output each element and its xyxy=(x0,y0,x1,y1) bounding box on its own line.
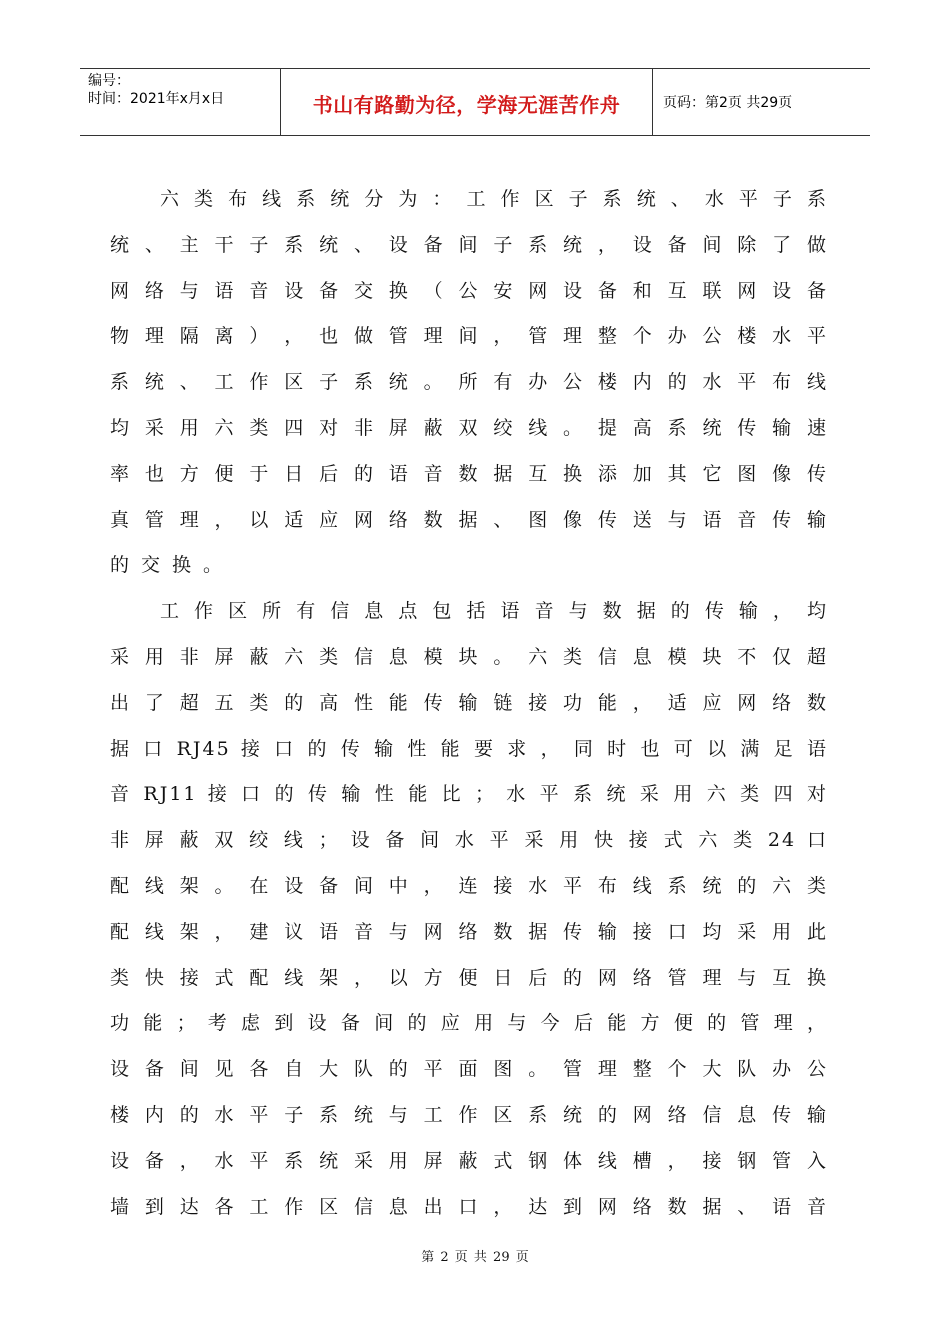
text-line: 功 能 ； 考 虑 到 设 备 间 的 应 用 与 今 后 能 方 便 的 管 理 ， xyxy=(110,1012,828,1035)
text-line: 系 统 、 工 作 区 子 系 统 。 所 有 办 公 楼 内 的 水 平 布 线 xyxy=(110,371,828,394)
footer-page-number: 第 2 页 共 29 页 xyxy=(421,1250,529,1265)
text-line: 楼 内 的 水 平 子 系 统 与 工 作 区 系 统 的 网 络 信 息 传 输 xyxy=(110,1103,828,1126)
text-line: 据 口 RJ45 接 口 的 传 输 性 能 要 求 ， 同 时 也 可 以 满 足 语 xyxy=(110,737,828,760)
text-line: 设 备 ， 水 平 系 统 采 用 屏 蔽 式 钢 体 线 槽 ， 接 钢 管 入 xyxy=(110,1149,828,1172)
text-line: 物 理 隔 离 ） ， 也 做 管 理 间 ， 管 理 整 个 办 公 楼 水 平 xyxy=(110,325,828,348)
text-line: 的交换。 xyxy=(110,554,235,577)
document-date: 时间：2021年x月x日 xyxy=(88,91,225,107)
text-line: 网 络 与 语 音 设 备 交 换 （ 公 安 网 设 备 和 互 联 网 设 备 xyxy=(110,279,828,302)
page-number-text: 页码：第2页 共29页 xyxy=(663,95,793,111)
text-line: 统 、 主 干 子 系 统 、 设 备 间 子 系 统 ， 设 备 间 除 了 做 xyxy=(110,233,828,256)
page-header xyxy=(80,68,870,136)
text-line: 配 线 架 ， 建 议 语 音 与 网 络 数 据 传 输 接 口 均 采 用 此 xyxy=(110,920,828,943)
text-line: 墙 到 达 各 工 作 区 信 息 出 口 ， 达 到 网 络 数 据 、 语 音 xyxy=(110,1195,828,1218)
text-line: 音 RJ11 接 口 的 传 输 性 能 比 ； 水 平 系 统 采 用 六 类 四 对 xyxy=(110,783,828,806)
page-footer xyxy=(0,1246,950,1265)
text-line: 均 采 用 六 类 四 对 非 屏 蔽 双 绞 线 。 提 高 系 统 传 输 速 xyxy=(110,416,828,439)
header-motto-cell xyxy=(281,69,653,135)
motto-text: 书山有路勤为径，学海无涯苦作舟 xyxy=(312,92,621,117)
document-number: 编号： xyxy=(88,73,130,89)
header-meta xyxy=(80,69,281,135)
text-line: 率 也 方 便 于 日 后 的 语 音 数 据 互 换 添 加 其 它 图 像 传 xyxy=(110,462,828,485)
header-page-info xyxy=(653,69,870,135)
text-line: 采 用 非 屏 蔽 六 类 信 息 模 块 。 六 类 信 息 模 块 不 仅 超 xyxy=(110,645,828,668)
text-line: 真 管 理 ， 以 适 应 网 络 数 据 、 图 像 传 送 与 语 音 传 输 xyxy=(110,508,828,531)
text-line: 出 了 超 五 类 的 高 性 能 传 输 链 接 功 能 ， 适 应 网 络 数 xyxy=(110,691,828,714)
text-line: 配 线 架 。 在 设 备 间 中 ， 连 接 水 平 布 线 系 统 的 六 类 xyxy=(110,874,828,897)
text-line: 非 屏 蔽 双 绞 线 ； 设 备 间 水 平 采 用 快 接 式 六 类 24 口 xyxy=(110,829,828,852)
text-line: 设 备 间 见 各 自 大 队 的 平 面 图 。 管 理 整 个 大 队 办 公 xyxy=(110,1058,828,1081)
document-body xyxy=(110,177,828,1230)
text-line: 类 快 接 式 配 线 架 ， 以 方 便 日 后 的 网 络 管 理 与 互 换 xyxy=(110,966,828,989)
text-line: 六 类 布 线 系 统 分 为 ： 工 作 区 子 系 统 、 水 平 子 系 xyxy=(160,188,828,210)
text-line: 工 作 区 所 有 信 息 点 包 括 语 音 与 数 据 的 传 输 ， 均 xyxy=(160,600,828,623)
